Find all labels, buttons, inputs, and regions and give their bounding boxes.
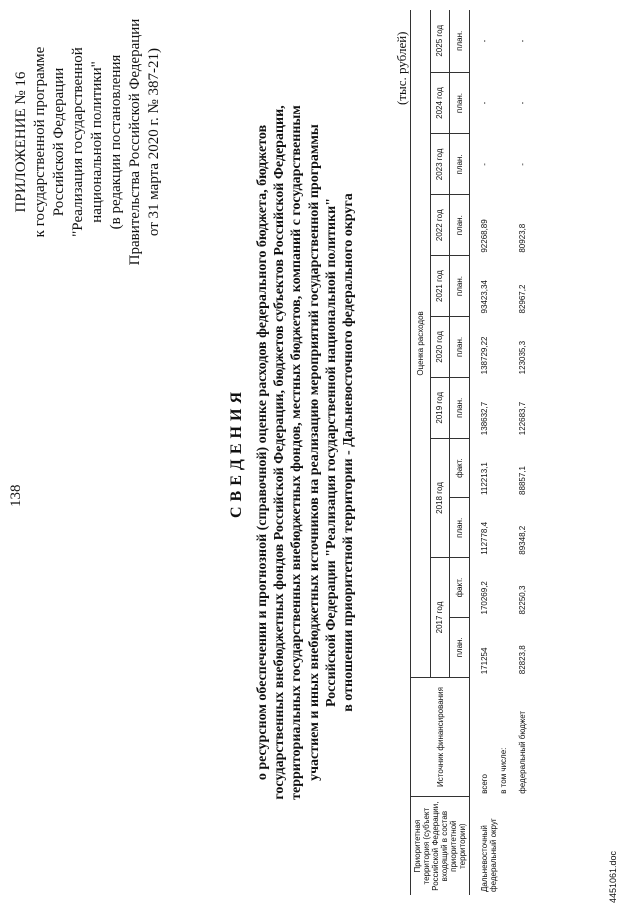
source-cell: в том числе: (499, 747, 508, 794)
appendix-line: "Реализация государственной (70, 47, 86, 237)
appendix-line: от 31 марта 2020 г. № 387-21) (146, 47, 162, 237)
value-cell: 82250,3 (518, 585, 527, 615)
value-cell: 93423,34 (480, 280, 489, 314)
appendix-header (12, 7, 164, 277)
header-territory: Приоритетная территория (субъект Российской Федерации, входящий в состав приоритетной территории) (411, 797, 470, 895)
source-cell: федеральный бюджет (518, 710, 527, 794)
header-fact: факт. (450, 438, 470, 498)
value-cell: 123035,3 (518, 340, 527, 375)
appendix-line: Российской Федерации (51, 67, 67, 217)
value-cell: 122683,7 (518, 401, 527, 436)
page-number: 138 (8, 484, 24, 507)
document-subtitle (254, 60, 357, 845)
expenditure-table (410, 10, 529, 895)
header-year-2020: 2020 год (430, 317, 450, 378)
value-cell: - (480, 101, 489, 105)
header-plan: план. (450, 10, 470, 72)
header-year-2023: 2023 год (430, 134, 450, 195)
header-plan: план. (450, 617, 470, 677)
value-cell: - (518, 39, 527, 43)
source-cell: всего (480, 773, 489, 794)
value-cell: 88857,1 (518, 466, 527, 495)
header-plan: план. (450, 72, 470, 134)
table-row (470, 10, 492, 895)
header-year-2021: 2021 год (430, 256, 450, 317)
subtitle-line: в отношении приоритетной территории - Дальневосточного федерального округа (341, 193, 357, 712)
header-group: Оценка расходов (411, 10, 431, 677)
header-source: Источник финансирования (411, 677, 470, 797)
subtitle-line: Российской Федерации "Реализация государственной национальной политики" (323, 198, 339, 708)
value-cell: 112213,1 (480, 462, 489, 495)
header-year-2019: 2019 год (430, 377, 450, 438)
value-cell: - (480, 163, 489, 166)
units-label: (тыс. рублей) (394, 31, 409, 105)
subtitle-line: участием и иных внебюджетных источников на реализацию мероприятий государственной программы (306, 124, 322, 781)
subtitle-line: о ресурсном обеспечении и прогнозной (справочной) оценке расходов федерального бюджета, бюджетов (255, 124, 270, 781)
value-cell: 82967,2 (518, 284, 527, 314)
header-plan: план. (450, 377, 470, 438)
value-cell: 82823,8 (518, 645, 527, 675)
header-plan: план. (450, 317, 470, 378)
value-cell: 112778,4 (480, 521, 489, 555)
header-plan: план. (450, 498, 470, 558)
table-row (491, 10, 510, 895)
appendix-line: национальной политики" (89, 61, 105, 223)
document-title: СВЕДЕНИЯ (228, 386, 245, 519)
header-year-2022: 2022 год (430, 195, 450, 256)
footer-filename: 4451061.doc (608, 850, 618, 903)
table-row (510, 10, 529, 895)
header-plan: план. (450, 134, 470, 195)
territory-cell: Дальневосточный федеральный округ (480, 818, 498, 892)
header-year-2025: 2025 год (430, 10, 450, 72)
header-plan: план. (450, 195, 470, 256)
header-year-2017: 2017 год (430, 558, 450, 678)
subtitle-line: государственных внебюджетных фондов Российской Федерации, бюджетов субъектов Российской Федерации, (272, 105, 288, 800)
value-cell: 171254 (480, 647, 489, 675)
header-year-2018: 2018 год (430, 438, 450, 558)
value-cell: - (518, 101, 527, 105)
header-plan: план. (450, 256, 470, 317)
value-cell: 80923,8 (518, 223, 527, 253)
appendix-line: ПРИЛОЖЕНИЕ № 16 (13, 71, 29, 213)
appendix-line: к государственной программе (32, 46, 48, 238)
value-cell: 138729,22 (480, 336, 489, 375)
value-cell: 92268,89 (480, 219, 489, 253)
appendix-line: (в редакции постановления (108, 54, 124, 230)
value-cell: - (480, 39, 489, 43)
header-year-2024: 2024 год (430, 72, 450, 134)
value-cell: 170269,2 (480, 581, 489, 615)
subtitle-line: территориальных государственных внебюджетных фондов, местных бюджетов, компаний с государственным (289, 105, 305, 800)
value-cell: - (518, 163, 527, 166)
appendix-line: Правительства Российской Федерации (127, 18, 143, 266)
value-cell: 89348,2 (518, 525, 527, 555)
header-fact: факт. (450, 558, 470, 618)
value-cell: 138632,7 (480, 401, 489, 436)
